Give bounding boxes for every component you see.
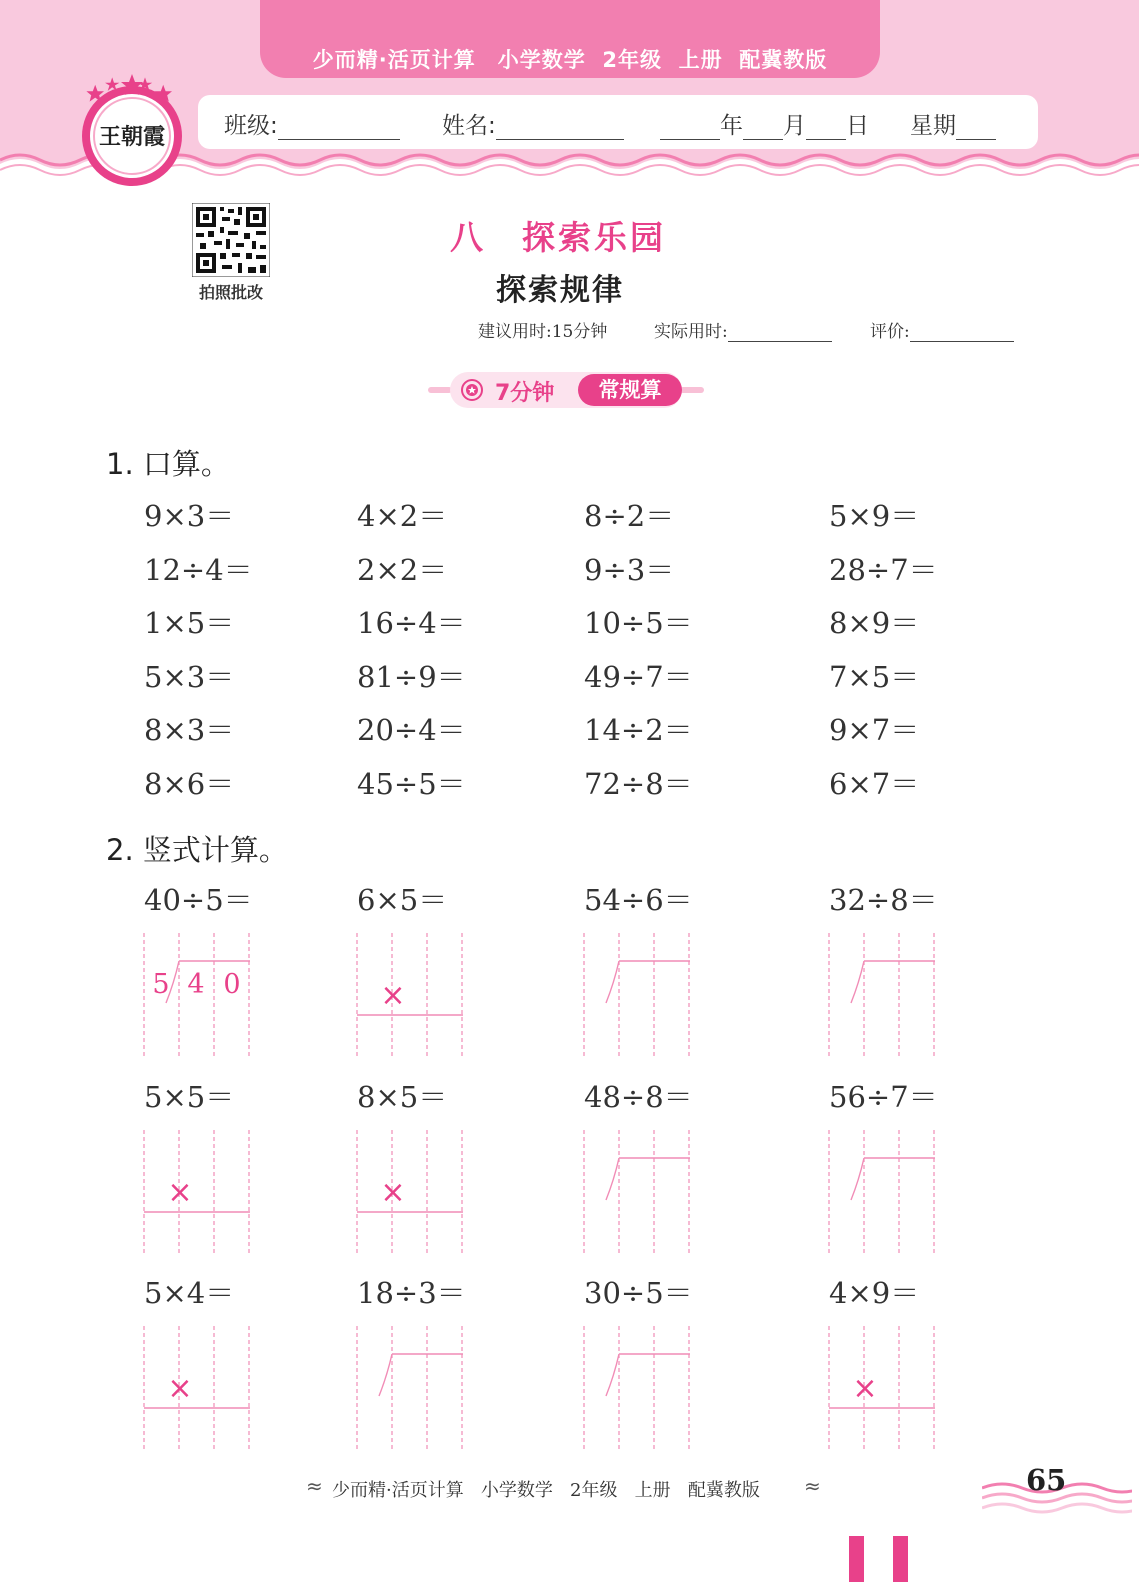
mental-math-item[interactable]: 5×9＝ bbox=[829, 499, 920, 533]
class-field[interactable] bbox=[224, 107, 400, 140]
class-blank[interactable] bbox=[278, 114, 400, 140]
mental-math-item[interactable]: 2×2＝ bbox=[357, 552, 448, 587]
student-info-bar bbox=[198, 95, 1038, 149]
division-work-area[interactable] bbox=[357, 1326, 467, 1451]
vertical-calc-problem: 30÷5＝ bbox=[584, 1276, 693, 1310]
footer-wave-left-icon: ≈ bbox=[306, 1474, 323, 1498]
month-label: 月 bbox=[783, 113, 806, 139]
vertical-calc-problem: 56÷7＝ bbox=[829, 1080, 938, 1114]
mental-math-item[interactable]: 10÷5＝ bbox=[584, 606, 693, 640]
mental-math-item[interactable]: 8÷2＝ bbox=[584, 499, 675, 533]
times-sign: × bbox=[852, 1371, 878, 1406]
mental-math-item[interactable]: 6×7＝ bbox=[829, 766, 920, 801]
mental-math-item[interactable]: 8×6＝ bbox=[144, 766, 235, 801]
lesson-title: 探索规律 bbox=[496, 273, 624, 308]
actual-time-label: 实际用时: bbox=[654, 322, 728, 342]
section-1-title: 1. 口算。 bbox=[106, 447, 230, 481]
mental-math-item[interactable]: 16÷4＝ bbox=[357, 606, 466, 640]
division-work-area[interactable] bbox=[144, 933, 254, 1058]
name-label: 姓名: bbox=[442, 113, 496, 139]
mental-math-item[interactable]: 81÷9＝ bbox=[357, 659, 466, 694]
unit-title: 八 探索乐园 bbox=[450, 218, 666, 257]
example-digit: 5 bbox=[152, 969, 170, 1000]
work-grid-svg bbox=[829, 1130, 939, 1255]
mental-math-item[interactable]: 9×3＝ bbox=[144, 499, 235, 533]
name-field[interactable] bbox=[442, 107, 624, 140]
edge-tab-right bbox=[893, 1536, 908, 1582]
vertical-calc-problem: 8×5＝ bbox=[357, 1080, 448, 1114]
pill-line-right bbox=[680, 387, 704, 393]
example-digit: 0 bbox=[223, 969, 241, 1000]
edge-tab-left bbox=[849, 1536, 864, 1582]
mental-math-item[interactable]: 72÷8＝ bbox=[584, 766, 693, 801]
vertical-calc-problem: 18÷3＝ bbox=[357, 1276, 466, 1310]
weekday-label: 星期 bbox=[910, 113, 956, 139]
book-title: 少而精·活页计算 小学数学 2年级 上册 配冀教版 bbox=[312, 48, 828, 72]
work-grid-svg bbox=[144, 1326, 254, 1451]
work-grid-svg bbox=[357, 1326, 467, 1451]
pill-line-left bbox=[428, 387, 452, 393]
vertical-calc-problem: 5×5＝ bbox=[144, 1080, 235, 1114]
suggested-time: 建议用时:15分钟 bbox=[478, 322, 608, 342]
work-grid-svg bbox=[584, 933, 694, 1058]
mental-math-item[interactable]: 8×9＝ bbox=[829, 606, 920, 640]
mental-math-item[interactable]: 12÷4＝ bbox=[144, 552, 253, 587]
vertical-calc-problem: 5×4＝ bbox=[144, 1276, 235, 1310]
publisher-logo bbox=[78, 72, 186, 190]
work-grid-svg bbox=[584, 1326, 694, 1451]
rating-field[interactable] bbox=[870, 317, 1014, 342]
example-digit: 4 bbox=[187, 969, 205, 1000]
work-grid-svg bbox=[144, 933, 254, 1058]
division-work-area[interactable] bbox=[584, 1326, 694, 1451]
multiplication-work-area[interactable] bbox=[144, 1130, 254, 1255]
mental-math-item[interactable]: 49÷7＝ bbox=[584, 659, 693, 694]
multiplication-work-area[interactable] bbox=[357, 933, 467, 1058]
multiplication-work-area[interactable] bbox=[144, 1326, 254, 1451]
times-sign: × bbox=[380, 1175, 406, 1210]
mental-math-item[interactable]: 1×5＝ bbox=[144, 606, 235, 640]
mental-math-item[interactable]: 7×5＝ bbox=[829, 659, 920, 694]
division-work-area[interactable] bbox=[584, 1130, 694, 1255]
mental-math-item[interactable]: 8×3＝ bbox=[144, 713, 235, 747]
mental-math-item[interactable]: 28÷7＝ bbox=[829, 552, 938, 587]
date-field[interactable] bbox=[660, 107, 869, 140]
pill-badge: 常规算 bbox=[578, 374, 682, 406]
class-label: 班级: bbox=[224, 113, 278, 139]
page-number: 65 bbox=[1026, 1463, 1067, 1497]
day-blank[interactable] bbox=[806, 114, 846, 140]
name-blank[interactable] bbox=[496, 114, 624, 140]
mental-math-item[interactable]: 5×3＝ bbox=[144, 659, 235, 694]
division-work-area[interactable] bbox=[829, 1130, 939, 1255]
work-grid-svg bbox=[357, 933, 467, 1058]
division-work-area[interactable] bbox=[584, 933, 694, 1058]
mental-math-item[interactable]: 14÷2＝ bbox=[584, 713, 693, 747]
vertical-calc-problem: 6×5＝ bbox=[357, 883, 448, 917]
logo-text: 王朝霞 bbox=[98, 124, 166, 150]
mental-math-item[interactable]: 45÷5＝ bbox=[357, 766, 466, 801]
work-grid-svg bbox=[584, 1130, 694, 1255]
year-label: 年 bbox=[720, 113, 743, 139]
mental-math-item[interactable]: 20÷4＝ bbox=[357, 713, 466, 747]
times-sign: × bbox=[167, 1175, 193, 1210]
times-sign: × bbox=[167, 1371, 193, 1406]
work-grid-svg bbox=[829, 1326, 939, 1451]
actual-time-blank[interactable] bbox=[728, 322, 832, 342]
rating-label: 评价: bbox=[870, 322, 910, 342]
medal-icon bbox=[460, 378, 484, 402]
footer-wave-right-icon: ≈ bbox=[804, 1474, 821, 1498]
work-grid-svg bbox=[357, 1130, 467, 1255]
rating-blank[interactable] bbox=[910, 322, 1014, 342]
weekday-field[interactable] bbox=[910, 107, 996, 140]
division-work-area[interactable] bbox=[829, 933, 939, 1058]
month-blank[interactable] bbox=[743, 114, 783, 140]
weekday-blank[interactable] bbox=[956, 114, 996, 140]
actual-time-field[interactable] bbox=[654, 317, 832, 342]
year-blank[interactable] bbox=[660, 114, 720, 140]
vertical-calc-problem: 40÷5＝ bbox=[144, 883, 253, 917]
work-grid-svg bbox=[829, 933, 939, 1058]
mental-math-item[interactable]: 9×7＝ bbox=[829, 713, 920, 747]
vertical-calc-problem: 54÷6＝ bbox=[584, 883, 693, 917]
multiplication-work-area[interactable] bbox=[357, 1130, 467, 1255]
vertical-calc-problem: 48÷8＝ bbox=[584, 1080, 693, 1114]
mental-math-item[interactable]: 9÷3＝ bbox=[584, 552, 675, 587]
vertical-calc-problem: 4×9＝ bbox=[829, 1276, 920, 1310]
work-grid-svg bbox=[144, 1130, 254, 1255]
pill-time: 7分钟 bbox=[495, 381, 555, 406]
vertical-calc-problem: 32÷8＝ bbox=[829, 883, 938, 917]
qr-label: 拍照批改 bbox=[198, 283, 263, 302]
section-2-title: 2. 竖式计算。 bbox=[106, 833, 288, 867]
multiplication-work-area[interactable] bbox=[829, 1326, 939, 1451]
footer-text: 少而精·活页计算 小学数学 2年级 上册 配冀教版 bbox=[332, 1480, 760, 1501]
qr-code-icon[interactable] bbox=[192, 203, 270, 277]
mental-math-item[interactable]: 4×2＝ bbox=[357, 499, 448, 533]
day-label: 日 bbox=[846, 113, 869, 139]
times-sign: × bbox=[380, 978, 406, 1013]
